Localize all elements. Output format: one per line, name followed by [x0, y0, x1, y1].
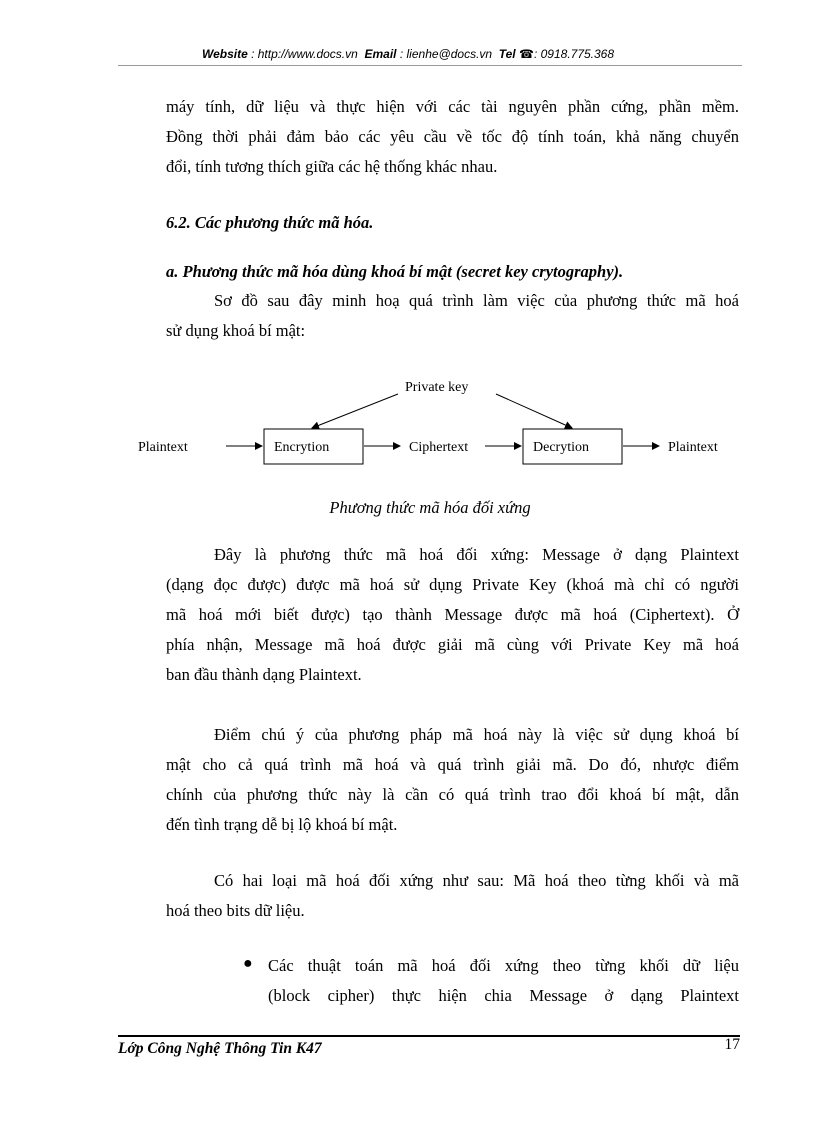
footer-class-name: Lớp Công Nghệ Thông Tin K47: [118, 1040, 322, 1057]
private-key-label: Private key: [405, 380, 469, 395]
text-line: máy tính, dữ liệu và thực hiện với các tài nguyên phần cứng, phần mềm.: [166, 97, 739, 116]
decryption-label: Decrytion: [533, 440, 589, 455]
key-to-encryption-arrow: [312, 394, 398, 428]
email-value: : lienhe@docs.vn: [399, 47, 493, 61]
text-line: mã hoá mới biết được) tạo thành Message được mã hoá (Ciphertext). Ở: [166, 605, 739, 624]
tel-value: : 0918.775.368: [533, 47, 615, 61]
text-line: sử dụng khoá bí mật:: [166, 321, 306, 340]
encryption-label: Encrytion: [274, 440, 330, 455]
text-line: (block cipher) thực hiện chia Message ở dạng Plaintext: [268, 986, 739, 1005]
text-line: đổi, tính tương thích giữa các hệ thống khác nhau.: [166, 157, 498, 176]
text-line: đến tình trạng dễ bị lộ khoá bí mật.: [166, 815, 398, 834]
page-number: 17: [724, 1036, 740, 1053]
key-to-decryption-arrow: [496, 394, 572, 428]
plaintext-output-label: Plaintext: [668, 440, 718, 455]
text-line: Đồng thời phải đảm bảo các yêu cầu về tốc độ tính toán, khả năng chuyển: [166, 127, 739, 146]
text-line: ban đầu thành dạng Plaintext.: [166, 665, 362, 684]
email-label: Email: [364, 47, 397, 61]
text-line: hoá theo bits dữ liệu.: [166, 901, 305, 920]
tel-label: Tel: [498, 47, 516, 61]
section-heading: 6.2. Các phương thức mã hóa.: [166, 213, 374, 232]
plaintext-input-label: Plaintext: [138, 440, 188, 455]
text-line: Các thuật toán mã hoá đối xứng theo từng khối dữ liệu: [268, 956, 739, 975]
footer-divider: [118, 1035, 740, 1037]
paragraph-key-note: [166, 720, 739, 840]
text-line: Điểm chú ý của phương pháp mã hoá này là việc sử dụng khoá bí: [214, 725, 739, 744]
text-line: (dạng đọc được) được mã hoá sử dụng Private Key (khoá mà chỉ có người: [166, 575, 739, 594]
text-line: Có hai loại mã hoá đối xứng như sau: Mã hoá theo từng khối và mã: [214, 871, 739, 890]
website-value: : http://www.docs.vn: [251, 47, 358, 61]
text-line: chính của phương thức này là cần có quá trình trao đổi khoá bí mật, dẫn: [166, 785, 739, 804]
text-line: mật cho cả quá trình mã hoá và quá trình giải mã. Do đó, nhược điểm: [166, 755, 739, 774]
phone-icon: ☎: [519, 47, 534, 61]
ciphertext-label: Ciphertext: [409, 440, 469, 455]
website-label: Website: [201, 47, 248, 61]
paragraph-types: [166, 866, 739, 926]
paragraph-symmetric: [166, 540, 739, 690]
text-line: Đây là phương thức mã hoá đối xứng: Message ở dạng Plaintext: [214, 545, 739, 564]
subsection-heading: a. Phương thức mã hóa dùng khoá bí mật (secret key crytography).: [166, 262, 624, 281]
text-line: Sơ đồ sau đây minh hoạ quá trình làm việc của phương thức mã hoá: [214, 291, 739, 310]
bullet-item-block-cipher: [268, 951, 739, 1011]
bullet-icon: ●: [243, 955, 253, 972]
diagram-caption: Phương thức mã hóa đối xứng: [329, 498, 531, 517]
text-line: phía nhận, Message mã hoá được giải mã cùng với Private Key mã hoá: [166, 635, 739, 654]
